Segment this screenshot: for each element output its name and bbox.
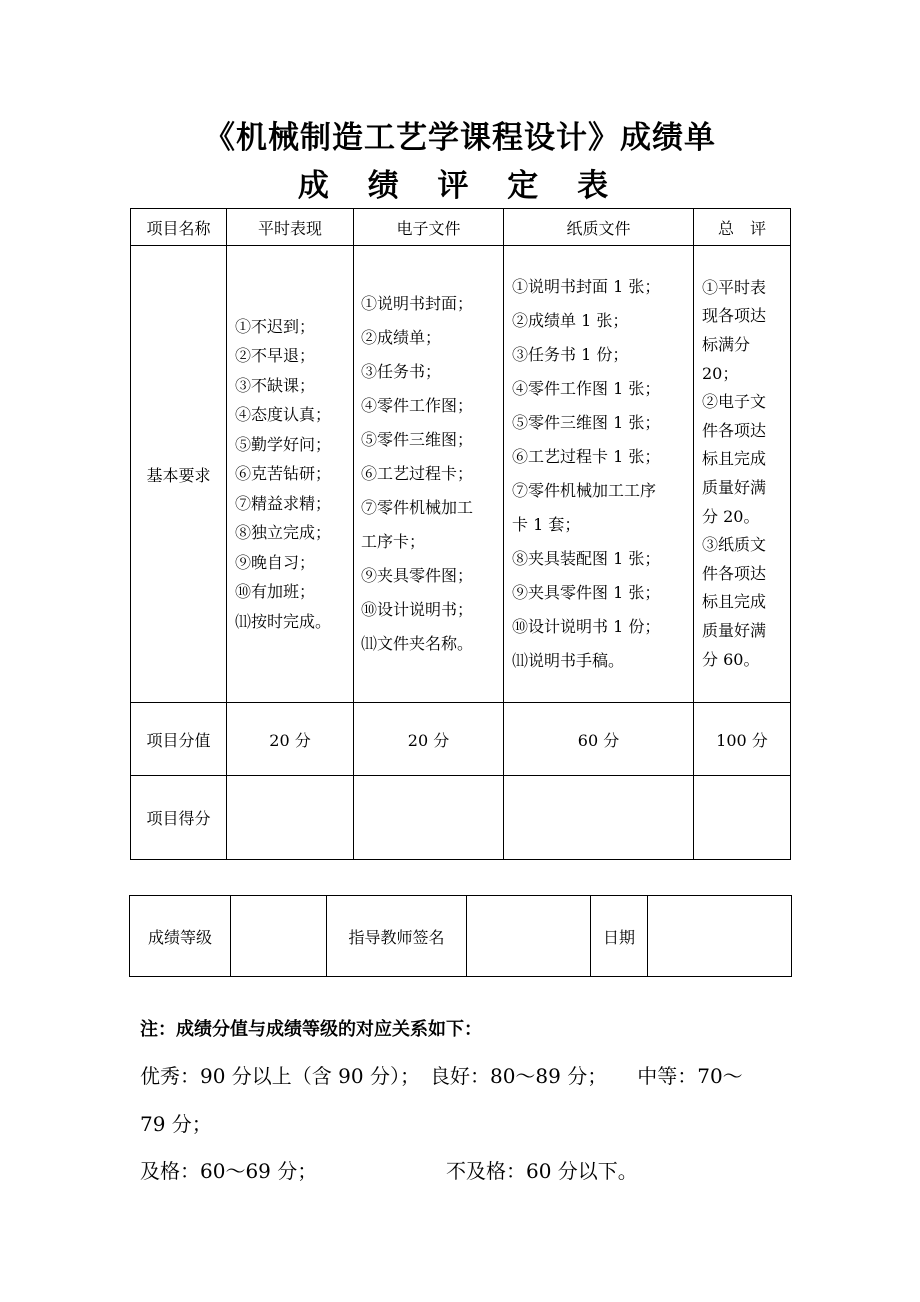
paper-requirement-item: ⑨夹具零件图 1 张； (512, 583, 661, 602)
electronic-requirement-item: ⑩设计说明书； (361, 600, 474, 619)
summary-requirement-line: ③纸质文 (702, 535, 767, 555)
header-item-name: 项目名称 (131, 209, 227, 246)
table-header-row (131, 209, 791, 246)
note-line-3b: 不及格：60 分以下。 (446, 1159, 638, 1183)
electronic-requirements (354, 246, 504, 703)
electronic-requirement-item: ⑨夹具零件图； (361, 566, 474, 585)
daily-requirement-item: ⑧独立完成； (235, 523, 332, 543)
summary-requirement-line: 质量好满 (702, 478, 767, 497)
note-line-3a: 及格：60～69 分； (140, 1159, 318, 1183)
paper-requirement-item: ②成绩单 1 张； (512, 311, 629, 330)
score-value-label: 项目分值 (131, 703, 227, 776)
daily-requirement-item: ⑦精益求精； (235, 493, 332, 513)
score-obtained-label: 项目得分 (131, 776, 227, 860)
score-obtained-electronic[interactable] (354, 776, 504, 860)
daily-requirement-item: ⑾按时完成。 (235, 611, 332, 631)
daily-requirement-item: ⑨晚自习； (235, 552, 316, 572)
electronic-requirement-item: ①说明书封面； (361, 294, 474, 313)
electronic-requirement-item: 工序卡； (361, 532, 426, 551)
daily-requirement-item: ②不早退； (235, 346, 316, 366)
date-label: 日期 (591, 896, 648, 977)
document-title: 《机械制造工艺学课程设计》成绩单 (204, 120, 716, 156)
score-obtained-row (131, 776, 791, 860)
electronic-requirement-item: ②成绩单； (361, 328, 442, 347)
paper-requirement-item: ⑥工艺过程卡 1 张； (512, 447, 661, 466)
score-obtained-paper[interactable] (504, 776, 694, 860)
grade-label: 成绩等级 (130, 896, 231, 977)
summary-requirement-line: 标且完成 (702, 592, 767, 612)
score-value-daily: 20 分 (227, 703, 354, 776)
score-value-paper: 60 分 (504, 703, 694, 776)
daily-requirement-item: ①不迟到； (235, 316, 316, 336)
summary-requirement-line: ②电子文 (702, 392, 767, 412)
grade-field[interactable] (231, 896, 327, 977)
note-heading: 注：成绩分值与成绩等级的对应关系如下： (140, 1019, 482, 1040)
summary-requirement-line: ①平时表 (702, 277, 767, 297)
daily-requirement-item: ⑤勤学好问； (235, 434, 332, 454)
score-value-electronic: 20 分 (354, 703, 504, 776)
paper-requirement-item: ③任务书 1 份； (512, 345, 629, 364)
daily-requirements (227, 246, 354, 703)
summary-requirement-line: 质量好满 (702, 620, 767, 640)
paper-requirement-item: ⑦零件机械加工工序 (512, 481, 657, 500)
header-paper: 纸质文件 (504, 209, 694, 246)
score-obtained-daily[interactable] (227, 776, 354, 860)
summary-requirements (694, 246, 791, 703)
daily-requirement-item: ⑥克苦钻研； (235, 464, 332, 484)
paper-requirement-item: ①说明书封面 1 张； (512, 277, 661, 296)
paper-requirement-item: ④零件工作图 1 张； (512, 379, 661, 398)
summary-requirement-line: 现各项达 (702, 306, 767, 326)
daily-requirement-item: ④态度认真； (235, 405, 332, 425)
electronic-requirement-item: ③任务书； (361, 362, 442, 381)
paper-requirement-item: ⑩设计说明书 1 份； (512, 617, 661, 636)
note-line-1: 优秀：90 分以上（含 90 分）； 良好：80～89 分； 中等：70～ (140, 1064, 743, 1088)
electronic-requirement-item: ⑥工艺过程卡； (361, 464, 474, 483)
header-daily: 平时表现 (227, 209, 354, 246)
paper-requirement-item: ⑧夹具装配图 1 张； (512, 549, 661, 568)
teacher-signature-field[interactable] (467, 896, 591, 977)
summary-requirement-line: 标满分 20； (702, 335, 756, 383)
requirements-row (131, 246, 791, 703)
evaluation-table (130, 208, 791, 860)
score-value-total: 100 分 (694, 703, 791, 776)
paper-requirement-item: ⑾说明书手稿。 (512, 651, 625, 670)
requirements-label: 基本要求 (131, 246, 227, 703)
summary-requirement-line: 件各项达 (702, 563, 767, 583)
electronic-requirement-item: ⑦零件机械加工 (361, 498, 474, 517)
score-obtained-total[interactable] (694, 776, 791, 860)
paper-requirement-item: ⑤零件三维图 1 张； (512, 413, 661, 432)
score-value-row (131, 703, 791, 776)
summary-requirement-line: 分 60。 (702, 649, 760, 669)
document-subtitle: 成 绩 评 定 表 (297, 168, 623, 204)
daily-requirement-item: ⑩有加班； (235, 582, 316, 602)
teacher-signature-label: 指导教师签名 (327, 896, 467, 977)
paper-requirements (504, 246, 694, 703)
daily-requirement-item: ③不缺课； (235, 375, 316, 395)
electronic-requirement-item: ④零件工作图； (361, 396, 474, 415)
summary-requirement-line: 分 20。 (702, 506, 760, 526)
signature-table (129, 895, 792, 977)
electronic-requirement-item: ⑾文件夹名称。 (361, 634, 474, 653)
date-field[interactable] (648, 896, 792, 977)
header-electronic: 电子文件 (354, 209, 504, 246)
summary-requirement-line: 标且完成 (702, 449, 767, 469)
summary-requirement-line: 件各项达 (702, 420, 767, 440)
note-line-2: 79 分； (140, 1112, 212, 1136)
electronic-requirement-item: ⑤零件三维图； (361, 430, 474, 449)
paper-requirement-item: 卡 1 套； (512, 515, 581, 534)
header-summary: 总 评 (694, 209, 791, 246)
